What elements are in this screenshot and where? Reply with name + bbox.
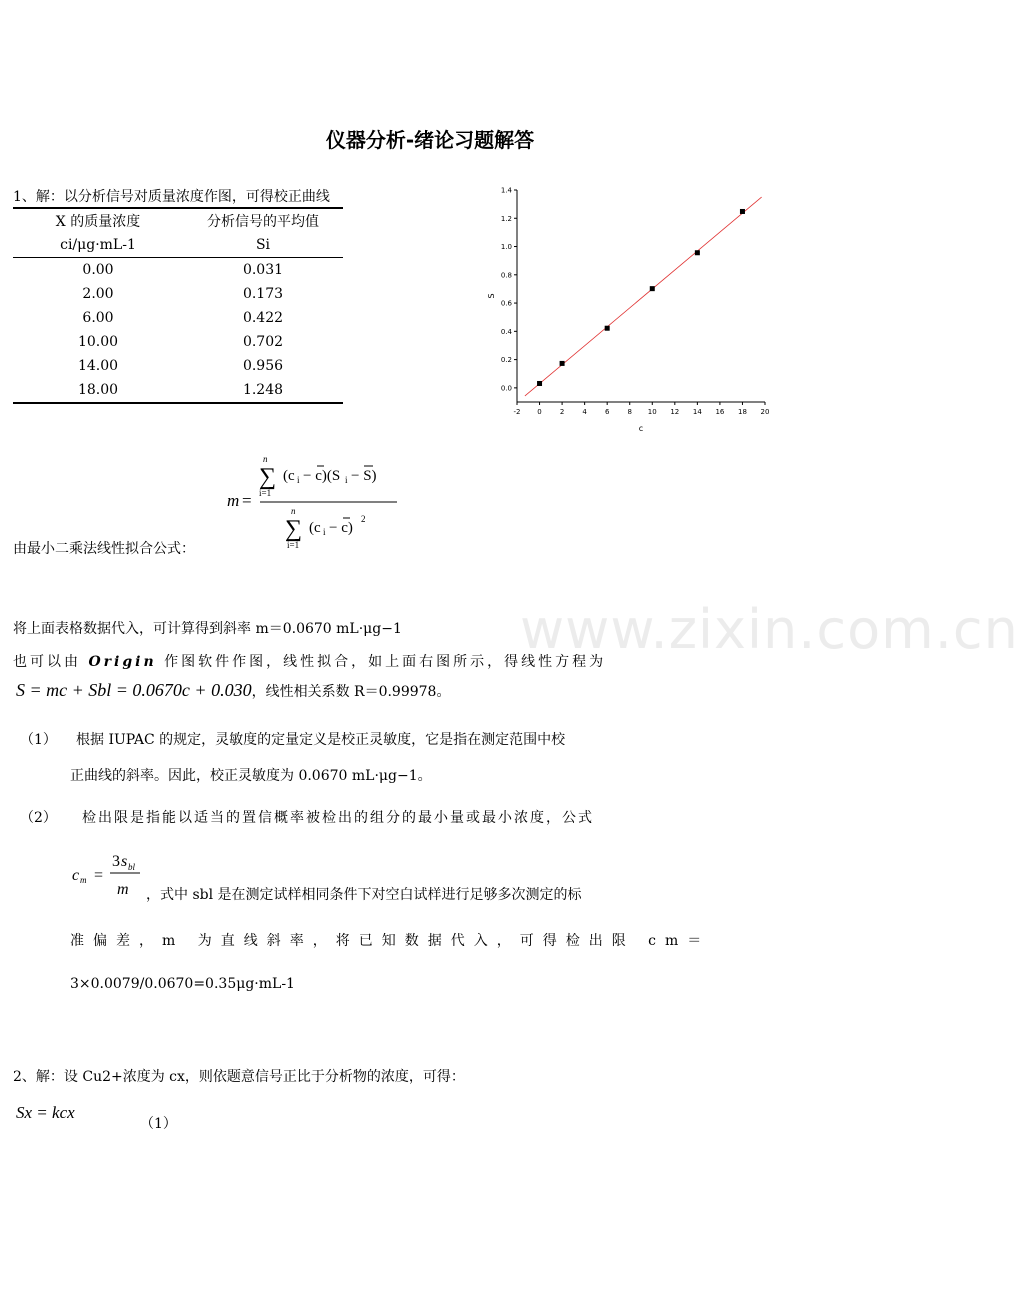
- linear-equation-line: [16, 680, 450, 701]
- cell-conc: 18.00: [13, 378, 183, 403]
- data-point: [537, 381, 542, 386]
- svg-text:n: n: [263, 454, 268, 464]
- svg-text:i=1: i=1: [259, 488, 272, 498]
- y-tick-label: 1.0: [500, 243, 512, 252]
- svg-text:(c: (c: [309, 520, 321, 536]
- svg-text:c: c: [72, 867, 80, 884]
- item2-line4: 3×0.0079/0.0670=0.35μg·mL-1: [70, 976, 295, 992]
- table-row: [13, 330, 343, 354]
- origin-suffix: 作图软件作图，线性拟合，如上面右图所示，得线性方程为: [164, 654, 607, 670]
- cell-signal: 0.702: [242, 334, 284, 350]
- x-tick-label: 16: [715, 408, 725, 416]
- svg-text:=: =: [94, 867, 104, 884]
- y-tick-label: 0.2: [500, 356, 512, 365]
- calibration-chart: [480, 180, 780, 435]
- linear-equation: S = mc + Sbl = 0.0670c + 0.030: [16, 680, 252, 700]
- item2-number: （2）: [20, 810, 57, 826]
- y-tick-label: 0.6: [500, 299, 512, 308]
- svg-text:=: =: [242, 491, 252, 510]
- y-tick-label: 0.8: [500, 271, 512, 280]
- x-tick-label: 4: [582, 408, 587, 416]
- svg-text:m: m: [117, 881, 129, 898]
- y-tick-label: 1.2: [500, 214, 512, 223]
- x-tick-label: 2: [559, 408, 565, 416]
- cell-signal: 0.031: [242, 262, 284, 278]
- svg-text:i: i: [345, 475, 348, 485]
- item2-line2: ，式中 sbl 是在测定试样相同条件下对空白试样进行足够多次测定的标: [146, 887, 582, 903]
- svg-text:m: m: [80, 875, 87, 885]
- svg-text:− S): − S): [351, 468, 377, 484]
- svg-text:bl: bl: [128, 862, 136, 872]
- cell-conc: 14.00: [77, 358, 119, 374]
- svg-text:2: 2: [361, 514, 366, 524]
- fit-line: [525, 197, 762, 396]
- svg-text:i: i: [323, 527, 326, 537]
- x-tick-label: 18: [737, 408, 747, 416]
- table-row: [13, 354, 343, 378]
- col2-header-1: 分析信号的平均值: [183, 208, 343, 233]
- data-point: [605, 326, 610, 331]
- cell-conc: 0.00: [82, 262, 114, 278]
- detection-limit-formula: [70, 848, 150, 900]
- item1-line1: 根据 IUPAC 的规定，灵敏度的定量定义是校正灵敏度，它是指在测定范围中校: [76, 732, 566, 748]
- data-point: [560, 361, 565, 366]
- cell-conc: 2.00: [82, 286, 114, 302]
- y-tick-label: 0.4: [500, 327, 512, 336]
- x-tick-label: 6: [604, 408, 610, 416]
- col2-header-2: Si: [183, 233, 343, 258]
- item2-line1: 检出限是指能以适当的置信概率被检出的组分的最小量或最小浓度，公式: [82, 810, 594, 826]
- item2-line3: 准偏差，m 为直线斜率，将已知数据代入，可得检出限 cm＝: [70, 933, 711, 949]
- y-axis-label: S: [487, 293, 496, 299]
- y-tick-label: 0.0: [500, 384, 512, 393]
- svg-text:n: n: [291, 506, 296, 516]
- x-tick-label: 14: [692, 408, 702, 416]
- svg-text:(c: (c: [283, 468, 295, 484]
- watermark: www.zixin.com.cn: [520, 598, 1019, 661]
- slope-text: 将上面表格数据代入，可计算得到斜率 m＝0.0670 mL·μg−1: [13, 621, 402, 637]
- x-axis-label: c: [638, 424, 644, 433]
- q2-equation-number: （1）: [140, 1116, 177, 1132]
- data-point: [740, 209, 745, 214]
- table-row: [13, 306, 343, 330]
- svg-text:∑: ∑: [259, 464, 277, 490]
- q2-equation: Sx = kcx: [16, 1103, 75, 1122]
- svg-text:3: 3: [112, 853, 120, 870]
- data-point: [650, 286, 655, 291]
- equation-suffix: ，线性相关系数 R＝0.99978。: [251, 684, 451, 700]
- y-tick-label: 1.4: [500, 186, 512, 195]
- data-point: [695, 250, 700, 255]
- svg-text:i: i: [297, 475, 300, 485]
- table-row: [13, 378, 343, 403]
- x-tick-label: 8: [627, 408, 632, 416]
- col1-header-2: ci/μg·mL-1: [13, 233, 183, 258]
- least-squares-formula: [225, 452, 405, 552]
- item1-line2: 正曲线的斜率。因此，校正灵敏度为 0.0670 mL·μg−1。: [70, 768, 432, 784]
- cell-signal: 1.248: [183, 378, 343, 403]
- table-row: [13, 258, 343, 283]
- svg-text:m: m: [227, 491, 240, 510]
- cell-conc: 6.00: [82, 310, 114, 326]
- page-title: 仪器分析-绪论习题解答: [325, 128, 535, 152]
- cell-conc: 10.00: [77, 334, 119, 350]
- table-row: [13, 282, 343, 306]
- svg-text:i=1: i=1: [287, 540, 300, 550]
- col1-header-1: X 的质量浓度: [13, 208, 183, 233]
- svg-text:− c): − c): [329, 520, 353, 536]
- x-tick-label: 20: [760, 408, 770, 416]
- origin-line: [13, 651, 606, 671]
- svg-text:− c)(S: − c)(S: [303, 468, 341, 484]
- svg-text:s: s: [121, 853, 128, 870]
- origin-word: Origin: [88, 654, 157, 670]
- cell-signal: 0.956: [242, 358, 284, 374]
- x-tick-label: 0: [537, 408, 542, 416]
- x-tick-label: 12: [670, 408, 680, 416]
- x-tick-label: -2: [513, 408, 521, 416]
- x-tick-label: 10: [647, 408, 657, 416]
- data-table: [13, 207, 343, 404]
- origin-prefix: 也可以由: [13, 654, 81, 670]
- q2-intro: 2、解：设 Cu2+浓度为 cx，则依题意信号正比于分析物的浓度，可得：: [13, 1069, 465, 1085]
- formula-intro: 由最小二乘法线性拟合公式：: [13, 541, 195, 557]
- cell-signal: 0.173: [242, 286, 284, 302]
- q1-intro: 1、解：以分析信号对质量浓度作图，可得校正曲线: [13, 189, 330, 205]
- svg-text:∑: ∑: [285, 516, 303, 542]
- item1-number: （1）: [20, 732, 57, 748]
- cell-signal: 0.422: [242, 310, 284, 326]
